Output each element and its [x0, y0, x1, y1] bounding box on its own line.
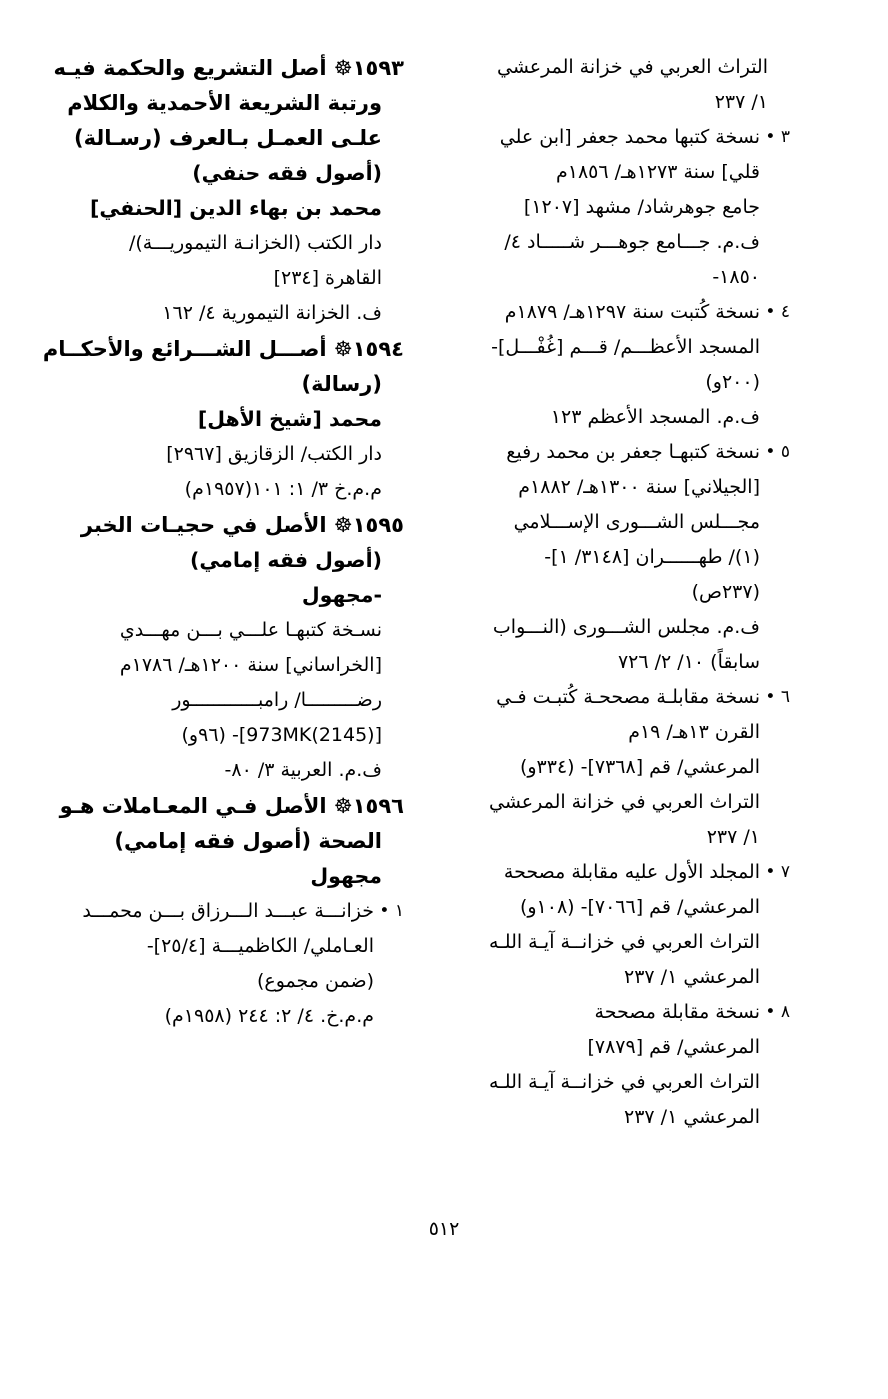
text-line: [الخراساني] سنة ١٢٠٠هـ/ ١٧٨٦م — [119, 654, 382, 676]
catalog-item — [438, 855, 790, 995]
item-line: العـاملي/ الكاظميـــة [٢٥/٤]- — [146, 935, 374, 957]
item-number: ٦ • — [765, 687, 790, 707]
item-number: ١ • — [379, 901, 404, 921]
text-line: ف.م. العربية ٣/ ٨٠- — [224, 759, 382, 781]
text-line: التراث العربي في خزانة المرعشي — [496, 56, 768, 78]
item-number: ٧ • — [765, 862, 790, 882]
entry-title: ١٥٩٦☸ الأصل فـي المعـاملات هـو — [59, 794, 404, 818]
item-number: ٣ • — [765, 127, 790, 147]
text-line: نسـخة كتبهـا علـــي بـــن مهـــدي — [119, 619, 382, 641]
item-line: التراث العربي في خزانــة آيـة اللـه — [489, 931, 760, 953]
item-line: (١)/ طهــــــران [٣١٤٨/ ١]- — [544, 546, 760, 568]
text-line: رضـــــــــا/ رامبــــــــــــور — [172, 689, 382, 711]
item-line: ١/ ٢٣٧ — [706, 826, 760, 848]
catalog-item — [62, 894, 404, 1034]
entry-title: ١٥٩٤☸ أصـــل الشـــرائع والأحكــام — [42, 337, 404, 361]
catalog-item — [438, 680, 790, 855]
item-number: ٤ • — [765, 302, 790, 322]
item-line: ١٨٥٠- — [712, 266, 760, 288]
text-line: دار الكتب (الخزانـة التيموريـــة)/ — [128, 232, 382, 254]
item-line: ف.م. مجلس الشـــورى (النـــواب — [492, 616, 760, 638]
text-line: [(2145)973MK]- (٩٦و) — [181, 724, 382, 746]
item-line: القرن ١٣هـ/ ١٩م — [628, 721, 760, 743]
item-line: نسخة مقابلـة مصححـة كُتبـت فـي — [496, 686, 760, 708]
item-line: التراث العربي في خزانــة آيـة اللـه — [489, 1071, 760, 1093]
item-line: التراث العربي في خزانة المرعشي — [488, 791, 760, 813]
page-number: ٥١٢ — [428, 1218, 460, 1240]
entry-title-line: ورتبة الشريعة الأحمدية والكلام — [67, 91, 382, 115]
entry-title-line: الصحة (أصول فقه إمامي) — [114, 829, 382, 853]
item-line: مجـــلس الشـــورى الإســـلامي — [513, 511, 760, 533]
item-line: ف.م. جـــامع جوهـــر شـــــاد ٤/ — [504, 231, 760, 253]
entry-title-line: (رسالة) — [301, 372, 382, 396]
entry-title-line: علـى العمـل بـالعرف (رسـالة) — [74, 126, 382, 150]
text-line: ف. الخزانة التيمورية ٤/ ١٦٢ — [162, 302, 382, 324]
catalog-item — [438, 995, 790, 1135]
item-line: المرعشي/ قم [٧٠٦٦]- (١٠٨و) — [519, 896, 760, 918]
item-line: نسخة كتبها محمد جعفر [ابن علي — [499, 126, 760, 148]
item-line: المرعشي ١/ ٢٣٧ — [624, 1106, 760, 1128]
item-line: [الجيلاني] سنة ١٣٠٠هـ/ ١٨٨٢م — [518, 476, 760, 498]
left-column — [42, 50, 404, 1034]
item-line: ف.م. المسجد الأعظم ١٢٣ — [550, 406, 760, 428]
entry-attribute: -مجهول — [301, 583, 382, 607]
entry-attribute: (أصول فقه إمامي) — [190, 548, 382, 572]
text-line: القاهرة [٢٣٤] — [273, 267, 382, 289]
item-line: (ضمن مجموع) — [256, 970, 374, 992]
entry-attribute: مجهول — [310, 864, 382, 888]
item-line: قلي] سنة ١٢٧٣هـ/ ١٨٥٦م — [556, 161, 760, 183]
item-line: (٢٠٠و) — [705, 371, 760, 393]
item-line: م.م.خ. ٤/ ٢: ٢٤٤ (١٩٥٨م) — [164, 1005, 374, 1027]
item-line: المسجد الأعظـــم/ قـــم [غُفْـــل]- — [491, 336, 760, 358]
item-line: نسخة مقابلة مصححة — [594, 1001, 760, 1023]
entry-attribute: محمد بن بهاء الدين [الحنفي] — [90, 196, 382, 220]
item-line: نسخة كُتبت سنة ١٢٩٧هـ/ ١٨٧٩م — [504, 301, 760, 323]
entry-attribute: (أصول فقه حنفي) — [192, 161, 382, 185]
item-line: نسخة كتبهـا جعفر بن محمد رفيع — [506, 441, 760, 463]
item-line: خزانـــة عبـــد الـــرزاق بـــن محمـــد — [82, 900, 374, 922]
entry-title: ١٥٩٥☸ الأصل في حجيـات الخبر — [80, 513, 404, 537]
entry-title: ١٥٩٣☸ أصل التشريع والحكمة فيـه — [53, 56, 404, 80]
item-line: (٢٣٧ص) — [691, 581, 760, 603]
item-line: المرعشي/ قم [٧٨٧٩] — [587, 1036, 760, 1058]
text-line: م.م.خ ٣/ ١: ١٠١(١٩٥٧م) — [184, 478, 382, 500]
item-line: المرعشي/ قم [٧٣٦٨]- (٣٣٤و) — [519, 756, 760, 778]
item-line: المرعشي ١/ ٢٣٧ — [624, 966, 760, 988]
item-line: سابقاً) ١٠/ ٢/ ٧٢٦ — [617, 651, 760, 673]
catalog-item — [438, 295, 790, 435]
text-line: ١/ ٢٣٧ — [714, 91, 768, 113]
catalog-item — [438, 435, 790, 680]
text-line: دار الكتب/ الزقازيق [٢٩٦٧] — [166, 443, 382, 465]
entry-attribute: محمد [شيخ الأهل] — [197, 407, 382, 431]
item-number: ٨ • — [765, 1002, 790, 1022]
right-column — [438, 50, 790, 1135]
item-number: ٥ • — [765, 442, 790, 462]
catalog-item — [438, 120, 790, 295]
item-line: المجلد الأول عليه مقابلة مصححة — [503, 861, 760, 883]
item-line: جامع جوهرشاد/ مشهد [١٢٠٧] — [523, 196, 760, 218]
